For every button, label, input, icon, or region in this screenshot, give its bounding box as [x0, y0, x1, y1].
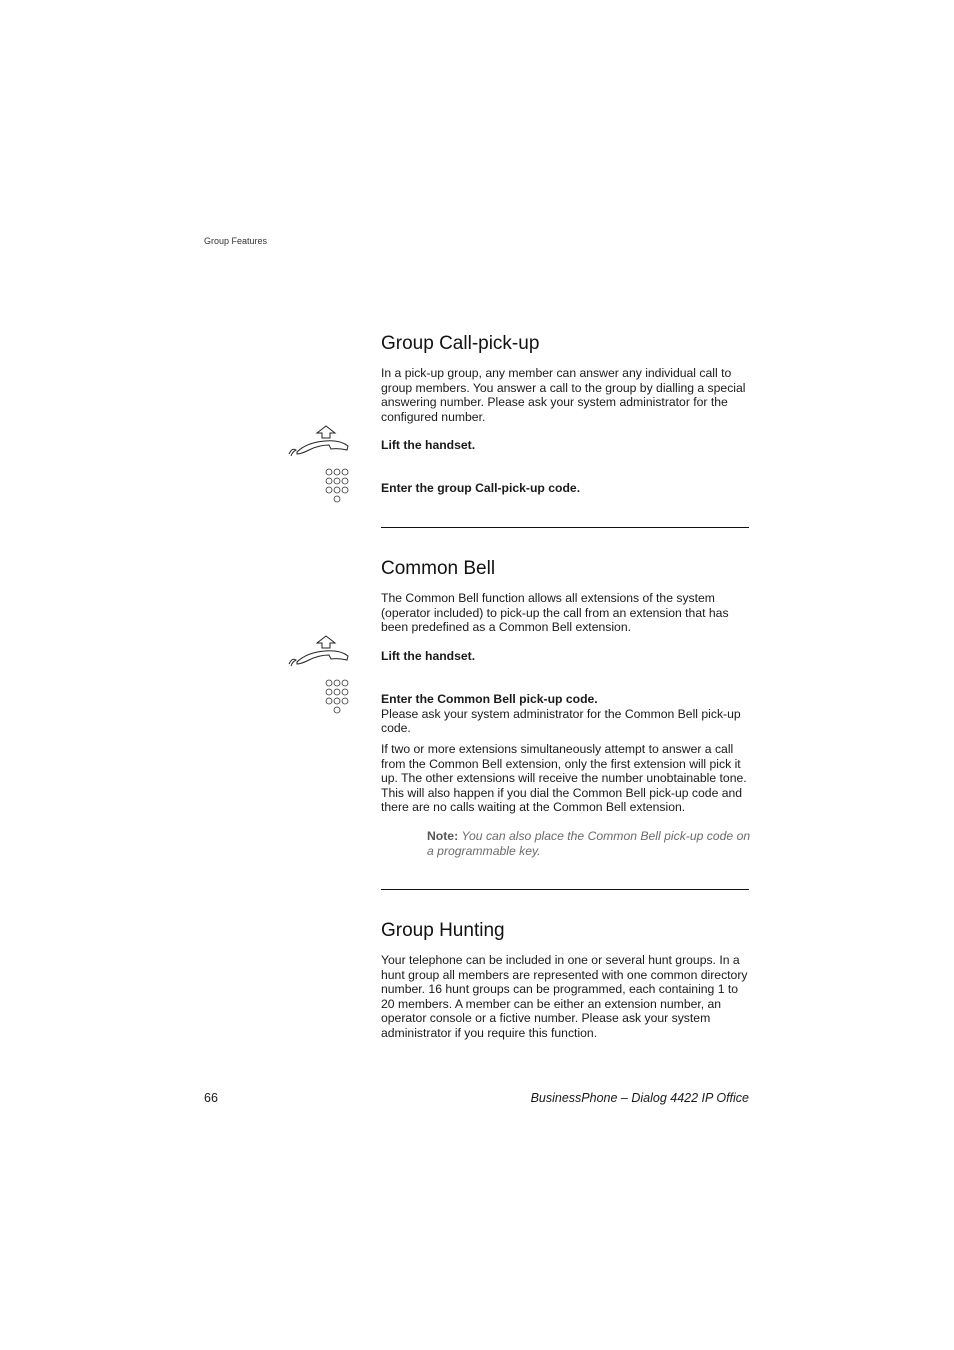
section-intro: The Common Bell function allows all extensions of the system (operator included) to pick-up the call from an extension that has been predefined as a Common Bell extension. — [381, 591, 729, 635]
note — [427, 829, 757, 858]
page-number: 66 — [204, 1091, 218, 1105]
step-enter-code: Enter the group Call-pick-up code. — [381, 481, 581, 495]
footer-product-title: BusinessPhone – Dialog 4422 IP Office — [530, 1091, 749, 1105]
handset-lift-icon — [287, 424, 351, 461]
keypad-icon — [325, 468, 351, 509]
step-lift-handset: Lift the handset. — [381, 438, 476, 452]
section-title-group-hunting: Group Hunting — [381, 920, 505, 941]
running-head: Group Features — [204, 236, 268, 246]
section-paragraph: If two or more extensions simultaneously attempt to answer a call from the Common Bell extension, only the first extension will pick it up. The other extensions will receive the number unobtainable tone. This will also happen if you dial the Common Bell pick-up code and there are no calls waiting at the Common Bell extension. — [381, 742, 747, 815]
step-lift-handset: Lift the handset. — [381, 649, 476, 663]
handset-lift-icon — [287, 634, 351, 671]
section-divider — [381, 889, 749, 890]
section-title-group-call-pick-up: Group Call-pick-up — [381, 333, 540, 354]
section-intro: In a pick-up group, any member can answer any individual call to group members. You answer a call to the group by dialling a special answering number. Please ask your system administrator for the configured number. — [381, 366, 746, 424]
note-text: You can also place the Common Bell pick-up code on a programmable key. — [427, 829, 751, 858]
section-title-common-bell: Common Bell — [381, 558, 496, 579]
step-detail: Please ask your system administrator for the Common Bell pick-up code. — [381, 706, 741, 736]
section-intro: Your telephone can be included in one or several hunt groups. In a hunt group all members are represented with one common directory number. 16 hunt groups can be programmed, each containing 1 to 20 members. A member can be either an extension number, an operator console or a fictive number. Please ask your system administrator if you require this function. — [381, 953, 748, 1040]
keypad-icon — [325, 679, 351, 720]
step-instruction: Enter the Common Bell pick-up code. — [381, 692, 598, 706]
note-label: Note: — [427, 829, 459, 843]
section-divider — [381, 527, 749, 528]
step-enter-code — [381, 692, 753, 736]
